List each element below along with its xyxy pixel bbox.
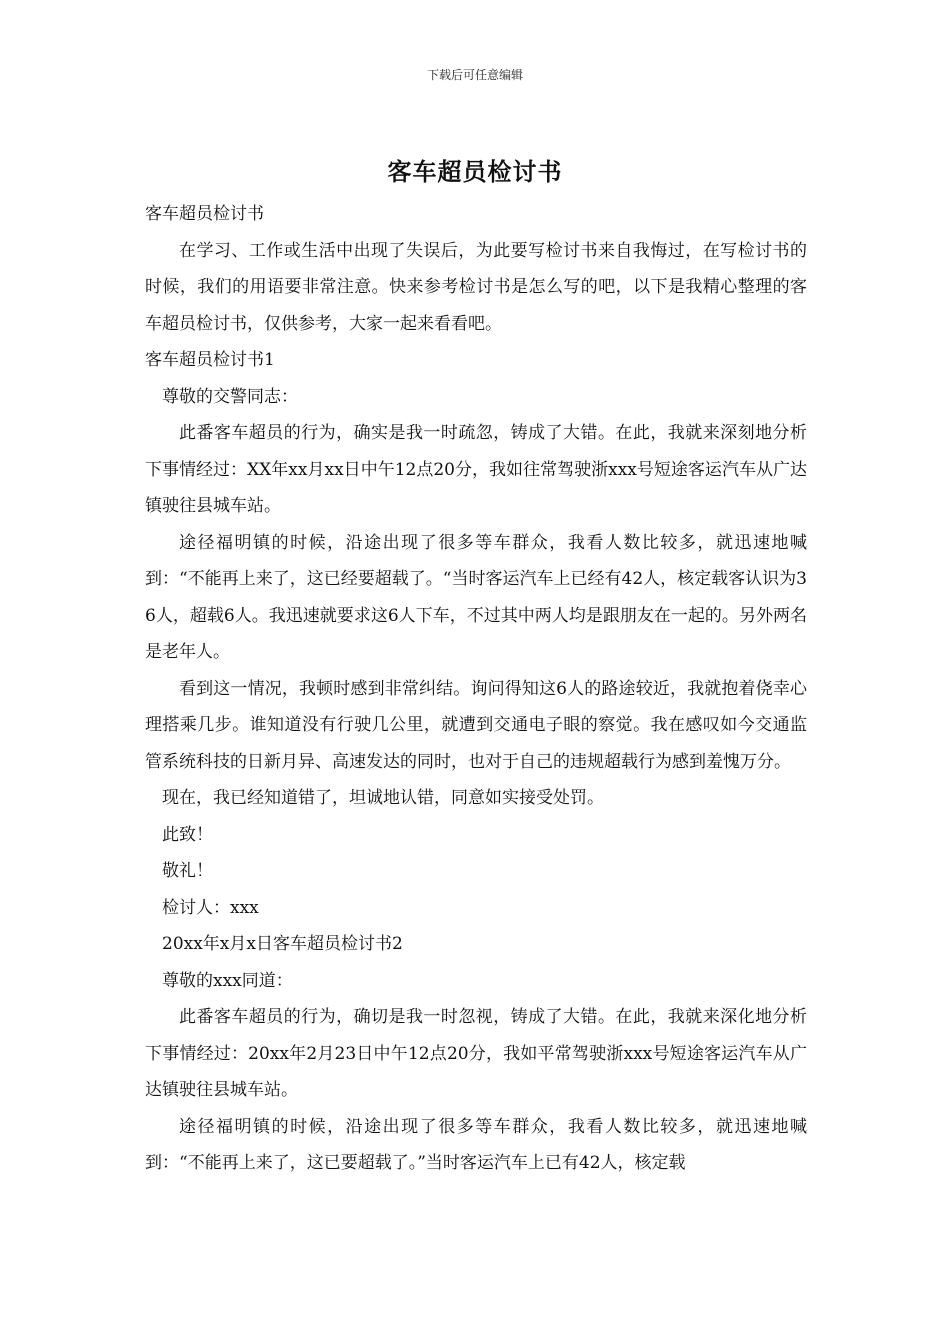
paragraph-1-a: 此番客车超员的行为，确实是我一时疏忽，铸成了大错。在此，我就来深刻地分析下事情经过：XX年xx月xx日中午12点20分，我如往常驾驶浙xxx号短途客运汽车从广达镇驶往县城车站。 [145,423,807,516]
paragraph-1-d: 现在，我已经知道错了，坦诚地认错，同意如实接受处罚。 [162,788,604,808]
paragraph-1-b: 途径福明镇的时候，沿途出现了很多等车群众，我看人数比较多，就迅速地喊到：“不能再上来了，这已经要超载了。“当时客运汽车上已经有42人，核定载客认识为36人，超载6人。我迅速就要求这6人下车，不过其中两人均是跟朋友在一起的。另外两名是老年人。 [145,532,807,662]
section-heading-1: 客车超员检讨书1 [145,350,275,370]
paragraph-2-a: 此番客车超员的行为，确切是我一时忽视，铸成了大错。在此，我就来深化地分析下事情经过：20xx年2月23日中午12点20分，我如平常驾驶浙xxx号短途客运汽车从广达镇驶往县城车站。 [145,1007,807,1100]
signature-line: 检讨人：xxx [162,897,259,918]
closing-2: 敬礼！ [162,861,213,881]
paragraph-intro: 在学习、工作或生活中出现了失误后，为此要写检讨书来自我悔过，在写检讨书的时候，我们的用语要非常注意。快来参考检讨书是怎么写的吧，以下是我精心整理的客车超员检讨书，仅供参考，大家一起来看看吧。 [145,240,807,334]
document-subtitle: 客车超员检讨书 [145,204,264,224]
paragraph-1-c: 看到这一情况，我顿时感到非常纠结。询问得知这6人的路途较近，我就抱着侥幸心理搭乘几步。谁知道没有行驶几公里，就遭到交通电子眼的察觉。我在感叹如今交通监管系统科技的日新月异、高速发达的同时，也对于自己的违规超载行为感到羞愧万分。 [145,678,807,772]
date-and-heading-2: 20xx年x月x日客车超员检讨书2 [162,934,403,954]
document-body [145,196,807,1182]
paragraph-2-b: 途径福明镇的时候，沿途出现了很多等车群众，我看人数比较多，就迅速地喊到：“不能再上来了，这已要超载了。”当时客运汽车上已有42人，核定载 [145,1116,807,1173]
closing-1: 此致！ [162,824,213,845]
header-note: 下载后可任意编辑 [426,68,523,82]
document-title: 客车超员检讨书 [387,157,563,186]
salutation-2: 尊敬的xxx同道： [162,970,293,991]
salutation-1: 尊敬的交警同志： [162,386,298,407]
